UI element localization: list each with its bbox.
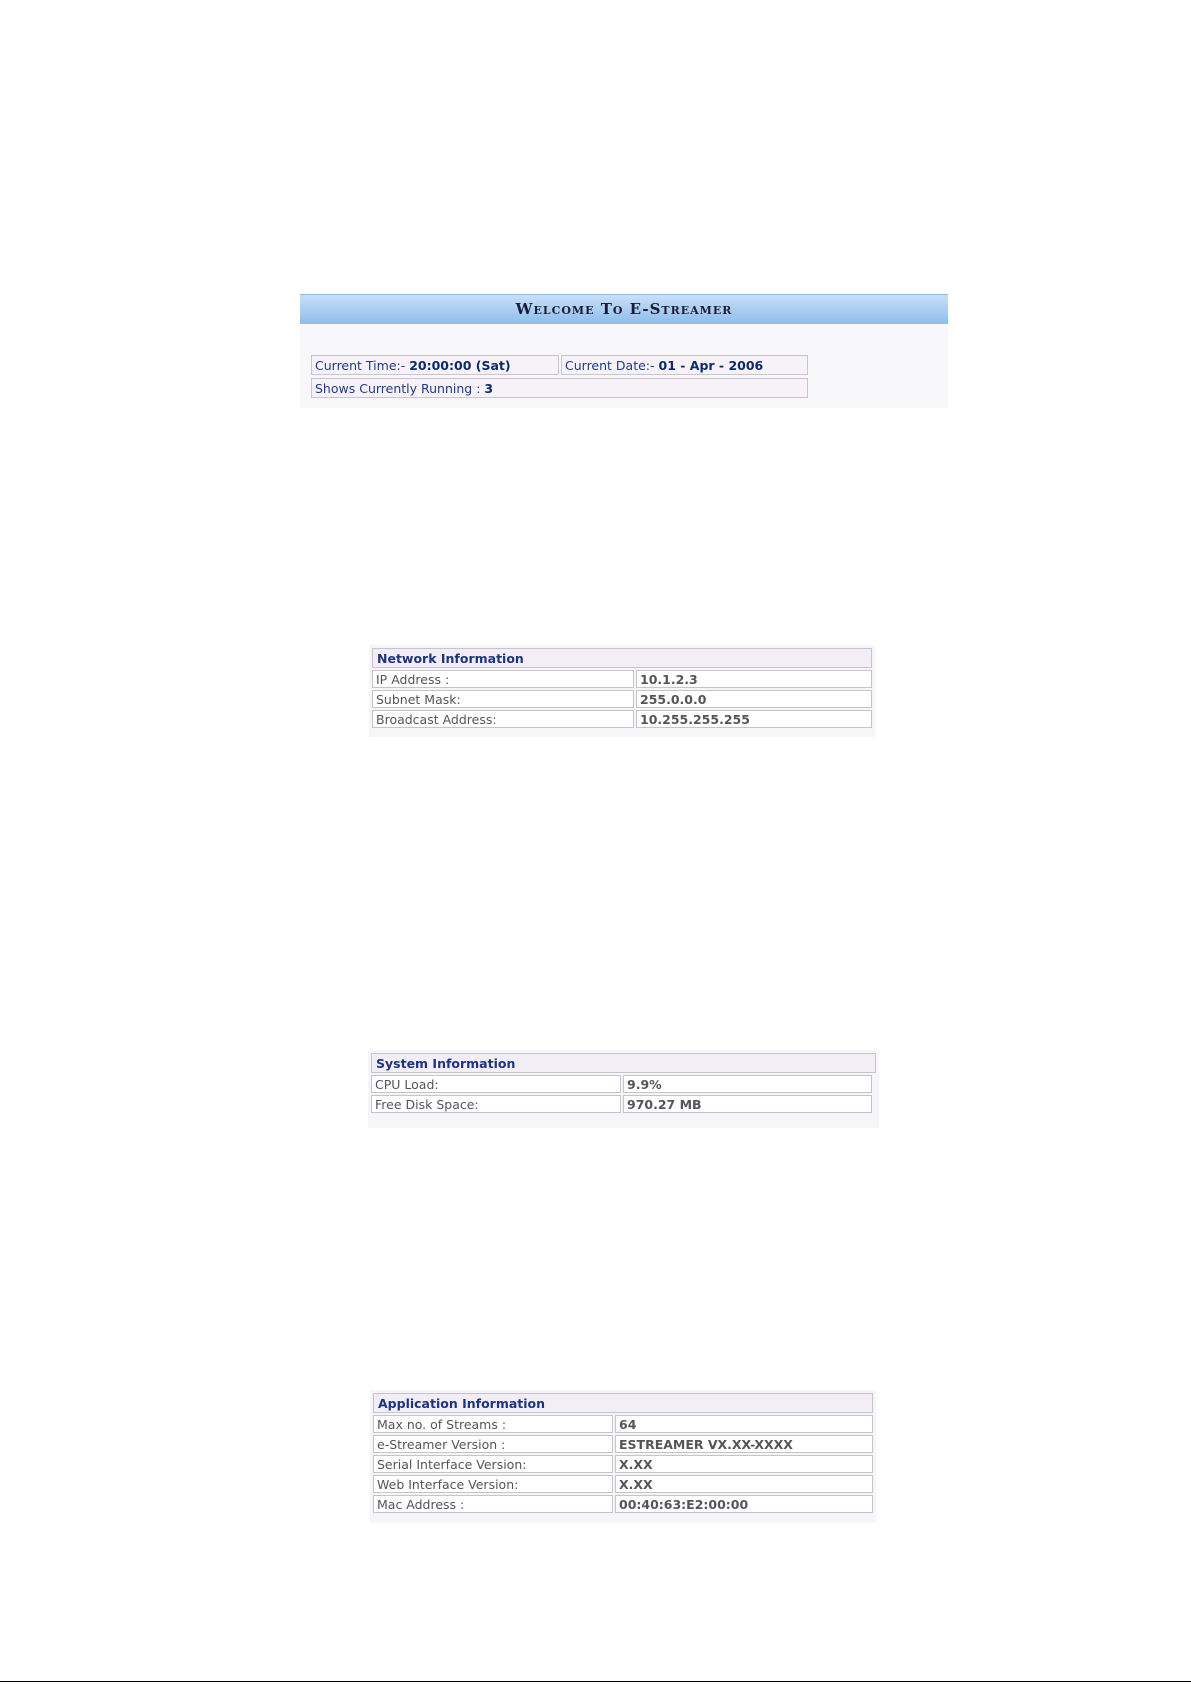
subnet-mask-label: Subnet Mask: bbox=[372, 690, 634, 708]
welcome-panel bbox=[300, 294, 948, 408]
table-row bbox=[373, 1435, 873, 1453]
ip-address-label: IP Address : bbox=[372, 670, 634, 688]
broadcast-address-value: 10.255.255.255 bbox=[636, 710, 872, 728]
subnet-mask-value: 255.0.0.0 bbox=[636, 690, 872, 708]
mac-address-value: 00:40:63:E2:00:00 bbox=[615, 1495, 873, 1513]
free-disk-space-label: Free Disk Space: bbox=[371, 1095, 621, 1113]
cpu-load-value: 9.9% bbox=[623, 1075, 872, 1093]
current-time-label: Current Time:- bbox=[315, 358, 410, 373]
shows-running bbox=[311, 378, 808, 398]
current-time-value: 20:00:00 (Sat) bbox=[409, 358, 511, 373]
table-row bbox=[371, 1095, 876, 1113]
welcome-title: Welcome To E-Streamer bbox=[300, 294, 948, 324]
table-row bbox=[373, 1475, 873, 1493]
table-row bbox=[372, 690, 872, 708]
ip-address-value: 10.1.2.3 bbox=[636, 670, 872, 688]
serial-interface-version-value: X.XX bbox=[615, 1455, 873, 1473]
estreamer-version-label: e-Streamer Version : bbox=[373, 1435, 613, 1453]
cpu-load-label: CPU Load: bbox=[371, 1075, 621, 1093]
current-date bbox=[561, 355, 808, 375]
table-row bbox=[371, 1075, 876, 1093]
network-information-table bbox=[369, 645, 875, 737]
page-divider bbox=[0, 1681, 1191, 1682]
estreamer-version-value: ESTREAMER VX.XX-XXXX bbox=[615, 1435, 873, 1453]
system-information-header: System Information bbox=[371, 1053, 876, 1073]
current-time bbox=[311, 355, 559, 375]
application-information-table bbox=[370, 1390, 876, 1523]
max-streams-value: 64 bbox=[615, 1415, 873, 1433]
network-information-header: Network Information bbox=[372, 648, 872, 668]
shows-running-value: 3 bbox=[484, 381, 494, 396]
free-disk-space-value: 970.27 MB bbox=[623, 1095, 872, 1113]
mac-address-label: Mac Address : bbox=[373, 1495, 613, 1513]
table-row bbox=[373, 1455, 873, 1473]
current-date-label: Current Date:- bbox=[565, 358, 659, 373]
application-information-header: Application Information bbox=[373, 1393, 873, 1413]
system-information-table bbox=[368, 1050, 879, 1128]
web-interface-version-value: X.XX bbox=[615, 1475, 873, 1493]
current-date-value: 01 - Apr - 2006 bbox=[658, 358, 764, 373]
web-interface-version-label: Web Interface Version: bbox=[373, 1475, 613, 1493]
table-row bbox=[372, 710, 872, 728]
max-streams-label: Max no. of Streams : bbox=[373, 1415, 613, 1433]
serial-interface-version-label: Serial Interface Version: bbox=[373, 1455, 613, 1473]
shows-running-label: Shows Currently Running : bbox=[315, 381, 485, 396]
table-row bbox=[373, 1415, 873, 1433]
broadcast-address-label: Broadcast Address: bbox=[372, 710, 634, 728]
table-row bbox=[372, 670, 872, 688]
table-row bbox=[373, 1495, 873, 1513]
